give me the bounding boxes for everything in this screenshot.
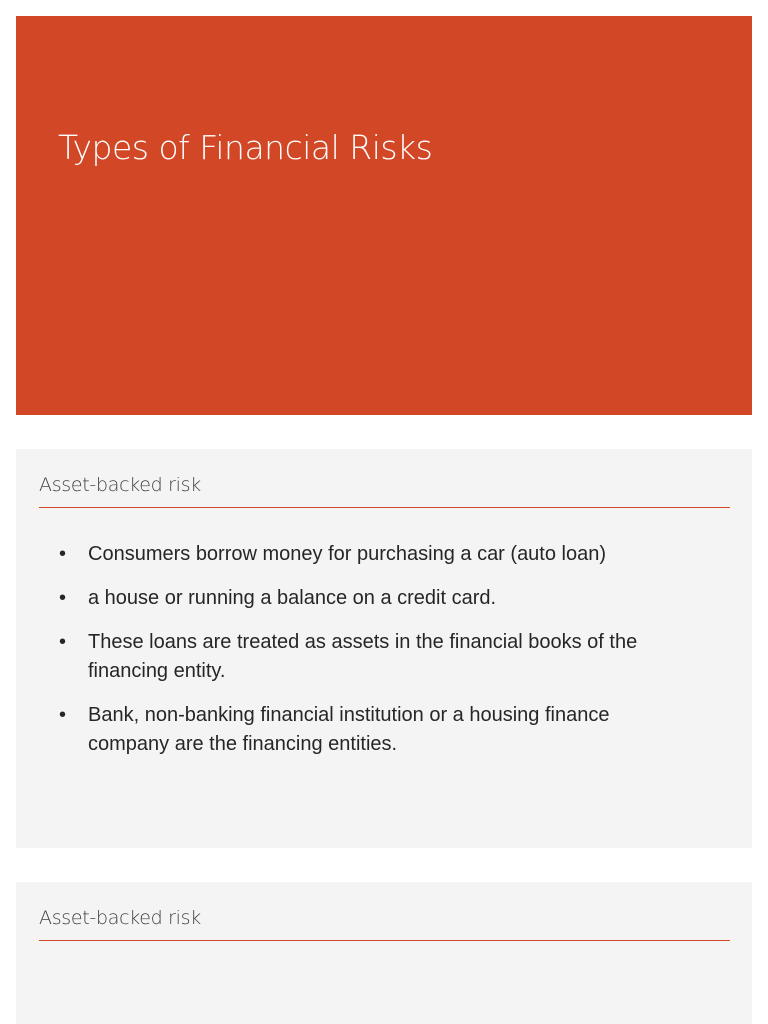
bullet-item: [16, 540, 696, 569]
content-slide-asset-backed-risk: [16, 449, 752, 848]
bullet-icon: •: [59, 631, 67, 653]
bullet-text: Bank, non-banking financial institution or a housing finance company are the financing entities.: [88, 704, 610, 755]
bullet-item: [16, 701, 696, 759]
content-slide-asset-backed-risk-continued: [16, 882, 752, 1024]
bullet-text: These loans are treated as assets in the financial books of the financing entity.: [88, 631, 638, 682]
bullet-item: [16, 628, 696, 686]
bullet-list: [16, 540, 696, 774]
bullet-icon: •: [59, 704, 67, 726]
slide-heading: Asset-backed risk: [39, 907, 201, 929]
bullet-item: [16, 584, 696, 613]
bullet-text: Consumers borrow money for purchasing a car (auto loan): [88, 543, 607, 565]
slide-title: Types of Financial Risks: [58, 128, 433, 167]
bullet-icon: •: [59, 543, 67, 565]
bullet-icon: •: [59, 587, 67, 609]
heading-divider: [39, 940, 730, 941]
heading-divider: [39, 507, 730, 508]
title-slide: [16, 16, 752, 415]
bullet-text: a house or running a balance on a credit card.: [88, 587, 497, 609]
slide-heading: Asset-backed risk: [39, 474, 201, 496]
